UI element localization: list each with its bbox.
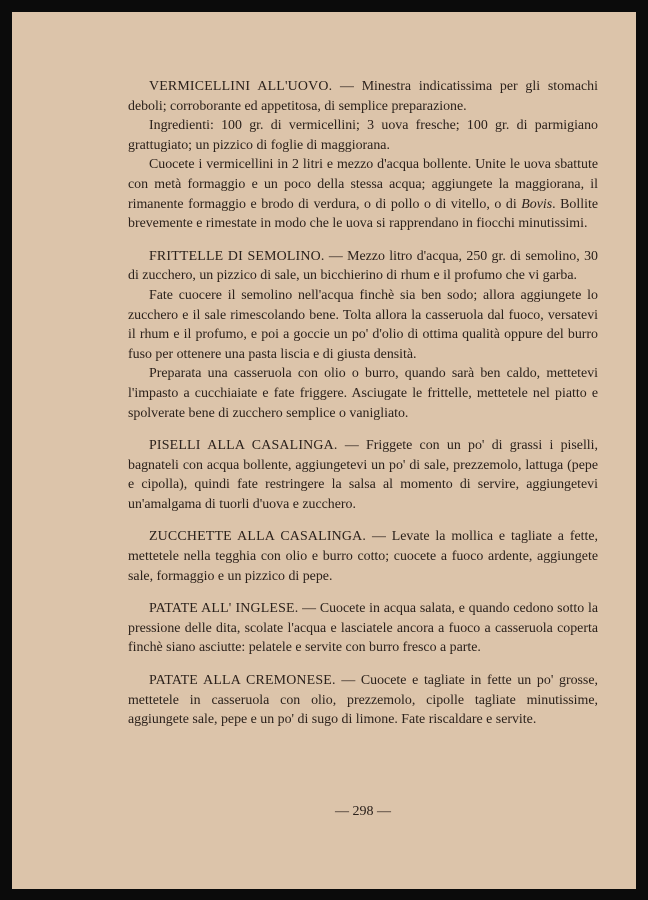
recipe-paragraph: [128, 599, 598, 658]
title-dash: —: [344, 438, 359, 454]
recipe-method: Cuocete in acqua salata, e quando cedono sotto la pressione delle dita, scolate l'acqua e lasciatele ancora a fuoco a casseruola coperta finchè siano asciutte: pelatele e servite con burro fresco a parte.: [128, 601, 598, 656]
recipe-paragraph: [128, 527, 598, 586]
recipe-method: Levate la mollica e tagliate a fette, mettetele nella tegghia con olio e burro cotto; cuocete a fuoco ardente, aggiungete sale, formaggio e un pizzico di pepe.: [128, 529, 598, 584]
recipe-paragraph: [128, 77, 598, 116]
recipe-text: [128, 77, 598, 743]
recipe-title: PISELLI ALLA CASALINGA.: [149, 438, 338, 454]
recipe-piselli: [128, 436, 598, 514]
recipe-zucchette: [128, 527, 598, 586]
recipe-description: Minestra indicatissima per gli stomachi deboli; corroborante ed appetitosa, di semplice preparazione.: [128, 79, 598, 114]
recipe-method: Preparata una casseruola con olio o burro, quando sarà ben caldo, mettetevi l'impasto a cucchiaiate e fate friggere. Asciugate le frittelle, mettetele nel piatto e spolverate bene di zucchero semplice o vanigliato.: [128, 366, 598, 421]
title-dash: —: [302, 601, 317, 617]
recipe-method: Cuocete e tagliate in fette un po' grosse, mettetele in casseruola con olio, prezzemolo, cipolle tagliate minutissime, aggiungete sale, pepe e un po' di sugo di limone. Fate riscaldare e servite.: [128, 673, 598, 728]
title-dash: —: [341, 673, 356, 689]
recipe-paragraph: [128, 671, 598, 730]
recipe-ingredients: Mezzo litro d'acqua, 250 gr. di semolino, 30 di zucchero, un pizzico di sale, un bicchierino di rhum e il profumo che vi garba.: [128, 248, 598, 284]
recipe-title: FRITTELLE DI SEMOLINO.: [149, 248, 325, 264]
recipe-vermicellini: [128, 77, 598, 234]
recipe-paragraph: [128, 247, 598, 286]
recipe-title: PATATE ALL' INGLESE.: [149, 601, 299, 617]
page-number: — 298 —: [335, 804, 391, 819]
recipe-paragraph: [128, 436, 598, 514]
recipe-title: PATATE ALLA CREMONESE.: [149, 673, 336, 689]
title-dash: —: [371, 529, 386, 545]
recipe-frittelle: [128, 247, 598, 423]
recipe-method: Friggete con un po' di grassi i piselli, bagnateli con acqua bollente, aggiungetevi un po' di sale, prezzemolo, lattuga (pepe e cipolla), quindi fate restringere la salsa al momento di servire, aggiungetevi un'amalgama di tuorli d'uova e zucchero.: [128, 438, 598, 512]
recipe-ingredients: Ingredienti: 100 gr. di vermicellini; 3 uova fresche; 100 gr. di parmigiano grattugiato; un pizzico di foglie di maggiorana.: [128, 118, 598, 153]
recipe-patate-inglese: [128, 599, 598, 658]
recipe-patate-cremonese: [128, 671, 598, 730]
book-page: [12, 12, 636, 889]
recipe-title: ZUCCHETTE ALLA CASALINGA.: [149, 529, 367, 545]
title-dash: —: [328, 248, 343, 264]
title-dash: —: [340, 79, 354, 94]
recipe-method: Cuocete i vermicellini in 2 litri e mezzo d'acqua bollente. Unite le uova sbattute con metà formaggio e un poco della stessa acqua; aggiungete la maggiorana, il rimanente formaggio e brodo di verdura, o di pollo o di vitello, o di Bovis. Bollite brevemente e rimestate in modo che le uova si rapprendano in fiocchi minutissimi.: [128, 157, 598, 232]
recipe-title: VERMICELLINI ALL'UOVO.: [149, 79, 333, 94]
recipe-method: Fate cuocere il semolino nell'acqua finchè sia ben sodo; allora aggiungete lo zucchero e il sale rimescolando bene. Tolta allora la casseruola dal fuoco, versatevi il rhum e il profumo, e poi a goccie un po' d'olio di ottima qualità oppure del burro fuso per ottenere una pasta liscia e di giusta densità.: [128, 287, 598, 362]
